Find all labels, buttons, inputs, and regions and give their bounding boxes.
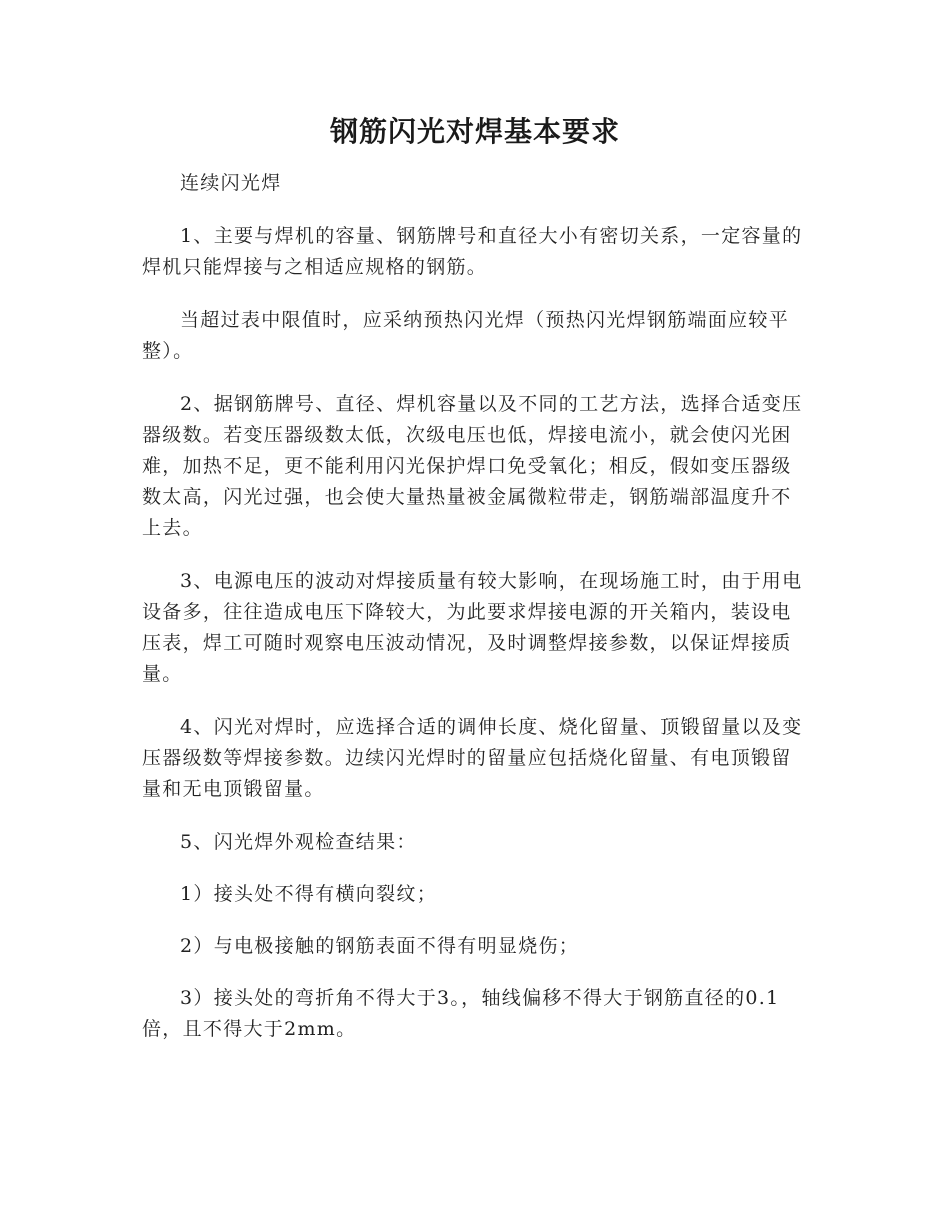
paragraph-item-4: 4、闪光对焊时，应选择合适的调伸长度、烧化留量、顶锻留量以及变压器级数等焊接参数。边续闪光焊时的留量应包括烧化留量、有电顶锻留量和无电顶锻留量。 xyxy=(142,716,803,800)
paragraph-item-3: 3、电源电压的波动对焊接质量有较大影响，在现场施工时，由于用电设备多，往往造成电压下降较大，为此要求焊接电源的开关箱内，装设电压表，焊工可随时观察电压波动情况，及时调整焊接参数，以保证焊接质量。 xyxy=(142,570,803,685)
list-item-1: 1）接头处不得有横向裂纹； xyxy=(180,883,437,905)
list-item-2: 2）与电极接触的钢筋表面不得有明显烧伤； xyxy=(180,935,580,957)
document-body xyxy=(142,168,808,1067)
paragraph-note: 当超过表中限值时，应采纳预热闪光焊（预热闪光焊钢筋端面应较平整）。 xyxy=(142,309,790,362)
paragraph-heading: 连续闪光焊 xyxy=(180,172,282,194)
document-title: 钢筋闪光对焊基本要求 xyxy=(329,115,620,148)
paragraph-item-2: 2、据钢筋牌号、直径、焊机容量以及不同的工艺方法，选择合适变压器级数。若变压器级数太低，次级电压也低，焊接电流小，就会使闪光困难，加热不足，更不能利用闪光保护焊口免受氧化；相反，假如变压器级数太高，闪光过强，也会使大量热量被金属微粒带走，钢筋端部温度升不上去。 xyxy=(142,393,803,539)
paragraph-item-1: 1、主要与焊机的容量、钢筋牌号和直径大小有密切关系，一定容量的焊机只能焊接与之相适应规格的钢筋。 xyxy=(142,225,803,278)
paragraph-item-5: 5、闪光焊外观检查结果： xyxy=(180,831,417,853)
list-item-3: 3）接头处的弯折角不得大于3。，轴线偏移不得大于钢筋直径的0.1倍，且不得大于2mm。 xyxy=(142,987,780,1040)
